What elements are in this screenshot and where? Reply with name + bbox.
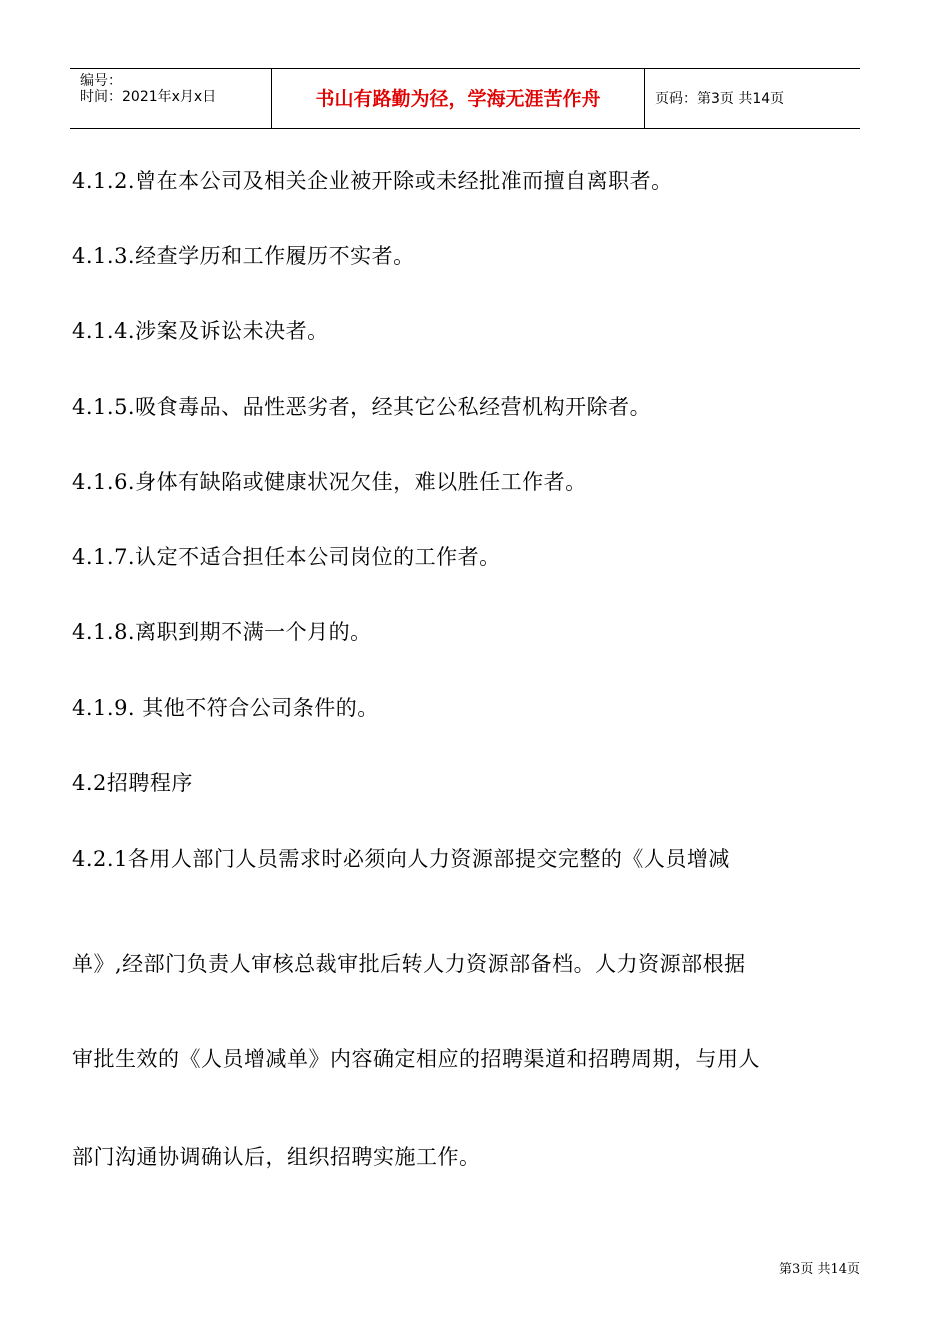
- section-heading-4-2: 4.2招聘程序: [72, 771, 193, 795]
- paragraph-line: 审批生效的《人员增减单》内容确定相应的招聘渠道和招聘周期，与用人: [72, 1047, 760, 1071]
- clause-4-1-3: 4.1.3.经查学历和工作履历不实者。: [72, 244, 415, 268]
- clause-4-1-7: 4.1.7.认定不适合担任本公司岗位的工作者。: [72, 545, 501, 569]
- header-page-info: 页码：第3页 共14页: [655, 91, 785, 107]
- clause-4-1-6: 4.1.6.身体有缺陷或健康状况欠佳，难以胜任工作者。: [72, 470, 587, 494]
- header-meta: [70, 69, 272, 128]
- document-time: 时间：2021年x月x日: [80, 89, 217, 105]
- page-footer: 第3页 共14页: [779, 1262, 860, 1277]
- clause-4-1-4: 4.1.4.涉案及诉讼未决者。: [72, 319, 329, 343]
- header-motto: 书山有路勤为径，学海无涯苦作舟: [272, 69, 645, 128]
- paragraph-line: 4.2.1各用人部门人员需求时必须向人力资源部提交完整的《人员增减: [72, 847, 730, 871]
- clause-4-1-5: 4.1.5.吸食毒品、品性恶劣者，经其它公私经营机构开除者。: [72, 395, 652, 419]
- page-header: [70, 68, 860, 129]
- paragraph-line: 部门沟通协调确认后，组织招聘实施工作。: [72, 1145, 481, 1169]
- clause-4-1-2: 4.1.2.曾在本公司及相关企业被开除或未经批准而擅自离职者。: [72, 169, 673, 193]
- clause-4-1-9: 4.1.9. 其他不符合公司条件的。: [72, 696, 379, 720]
- paragraph-line: 单》,经部门负责人审核总裁审批后转人力资源部备档。人力资源部根据: [72, 952, 746, 976]
- clause-4-1-8: 4.1.8.离职到期不满一个月的。: [72, 620, 372, 644]
- document-number-label: 编号：: [80, 73, 122, 89]
